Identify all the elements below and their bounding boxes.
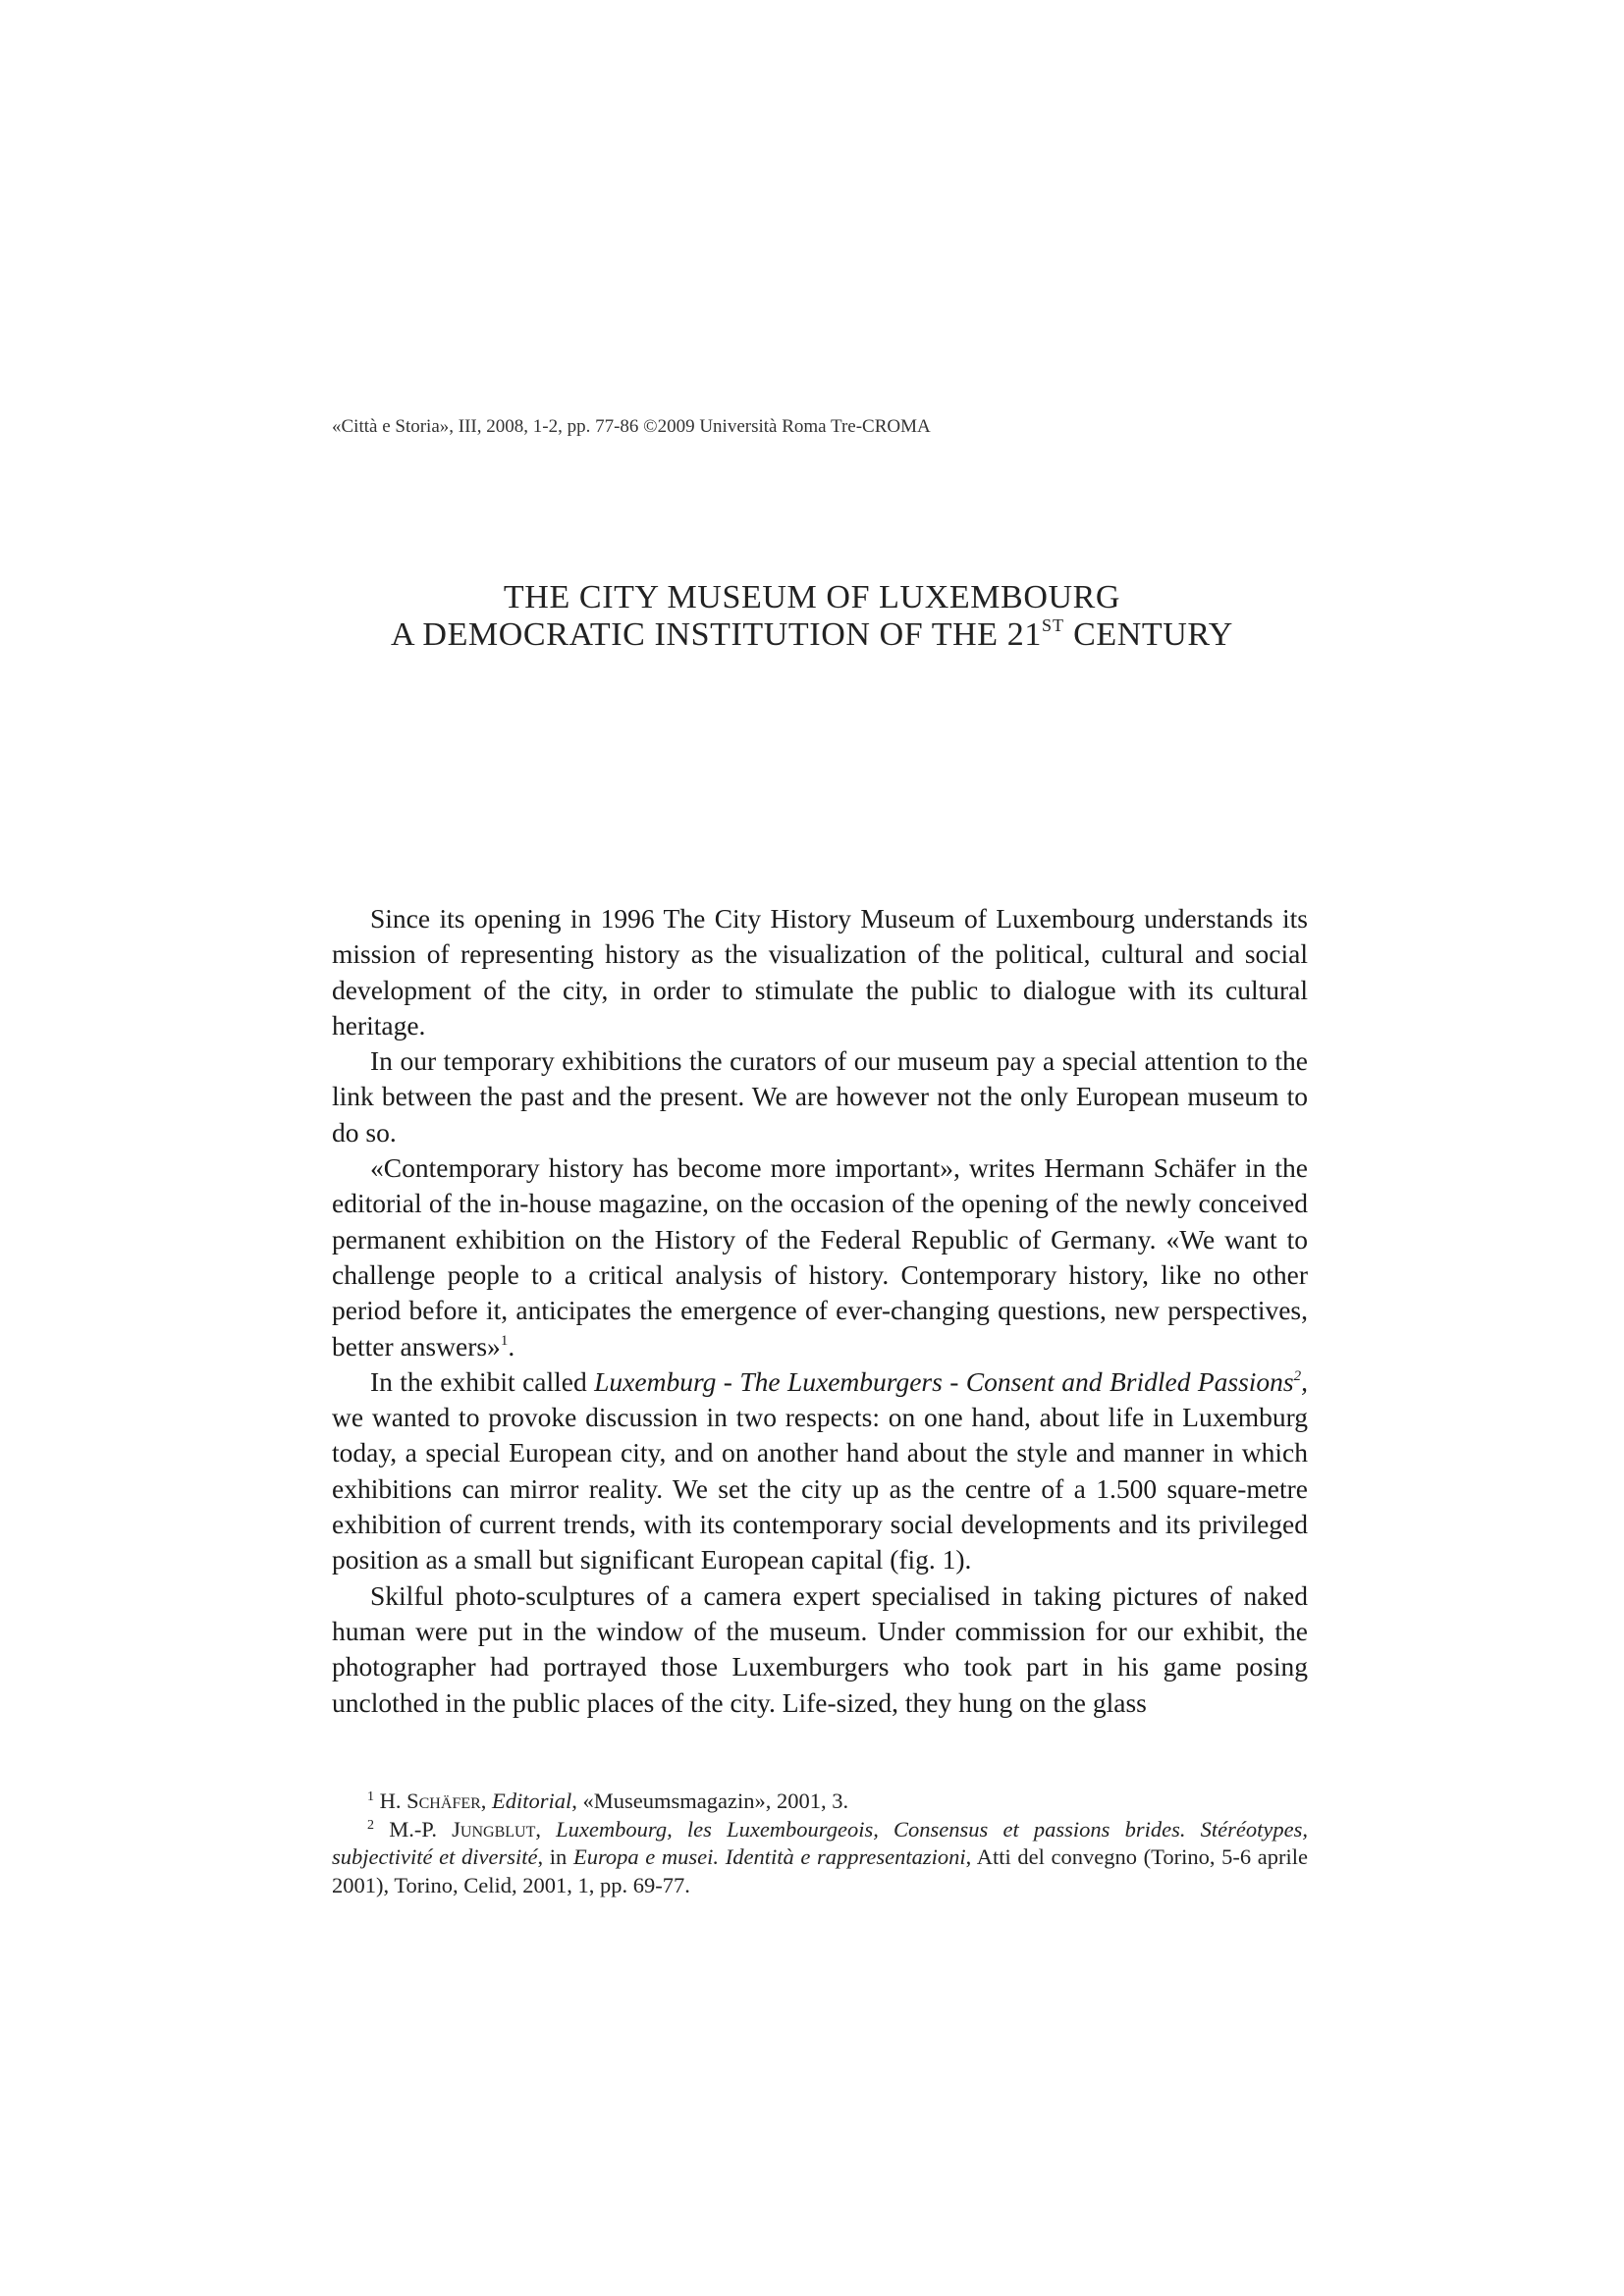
paragraph-2: In our temporary exhibitions the curators of our museum pay a special attention to the link between the past and the present. We are however not the only European museum to do so. [332, 1045, 1308, 1148]
article-title [216, 579, 1408, 654]
paragraph-4-comma: , [1301, 1365, 1309, 1397]
footnote-2-mid: , in [537, 1844, 573, 1869]
footnote-1-initial: H. [379, 1789, 407, 1813]
title-line-1: THE CITY MUSEUM OF LUXEMBOURG [503, 579, 1121, 615]
footnote-ref-1[interactable]: 1 [500, 1332, 509, 1349]
footnote-1-rest: , «Museumsmagazin», 2001, 3. [571, 1789, 849, 1813]
title-line-2 [216, 616, 1408, 654]
article-body [332, 901, 1308, 1721]
footnote-1 [332, 1788, 1308, 1816]
footnote-1-author: Schäfer [406, 1789, 481, 1813]
footnote-2-number: 2 [367, 1817, 374, 1833]
journal-citation-header: «Città e Storia», III, 2008, 1-2, pp. 77-86 ©2009 Università Roma Tre-CROMA [332, 416, 931, 437]
paragraph-4-lead: In the exhibit called [370, 1365, 595, 1397]
footnote-2-author: Jungblut [452, 1816, 536, 1842]
footnotes [332, 1788, 1308, 1899]
paragraph-3-text: «Contemporary history has become more important», writes Hermann Schäfer in the editorial of the in-house magazine, on the occasion of the opening of the newly conceived permanent exhibition on the History of the Federal Republic of Germany. «We want to challenge people to a critical analysis of history. Contemporary history, like no other period before it, anticipates the emergence of ever-changing questions, new perspectives, better answers» [332, 1152, 1308, 1362]
footnote-2 [332, 1816, 1308, 1900]
footnote-ref-2-num: 2 [1293, 1367, 1302, 1384]
paragraph-3 [332, 1150, 1308, 1364]
paragraph-3-end: . [508, 1330, 515, 1362]
footnote-2-rest: , Atti del convegno (Torino, 5-6 aprile 2001), Torino, Celid, 2001, 1, pp. 69-77. [332, 1844, 1308, 1897]
footnote-2-title: Luxembourg, les Luxembourgeois, Consensus et passions brides. Stéréotypes, subjectivité et diversité [332, 1816, 1309, 1869]
footnote-2-sep: , [535, 1816, 557, 1842]
exhibit-title: Luxemburg - The Luxemburgers - Consent and Bridled Passions [594, 1365, 1294, 1397]
title-ordinal-suffix: ST [1041, 615, 1064, 635]
paragraph-5: Skilful photo-sculptures of a camera expert specialised in taking pictures of naked human were put in the window of the museum. Under commission for our exhibit, the photographer had portrayed those Luxemburgers who took part in his game posing unclothed in the public places of the city. Life-sized, they hung on the glass [332, 1579, 1308, 1718]
footnote-1-title: Editorial [492, 1789, 572, 1813]
title-line-2-end: CENTURY [1063, 616, 1233, 653]
title-line-2-text: A DEMOCRATIC INSTITUTION OF THE 21 [391, 616, 1042, 653]
paragraph-4 [332, 1364, 1308, 1578]
paragraph-1: Since its opening in 1996 The City History Museum of Luxembourg understands its mission of representing history as the visualization of the political, cultural and social development of the city, in order to stimulate the public to dialogue with its cultural heritage. [332, 903, 1308, 1041]
footnote-2-initial: M.-P. [389, 1816, 453, 1842]
footnote-1-number: 1 [367, 1789, 374, 1804]
footnote-2-book: Europa e musei. Identità e rappresentazioni [572, 1844, 966, 1869]
footnote-1-sep: , [480, 1789, 493, 1813]
paragraph-4-text: we wanted to provoke discussion in two respects: on one hand, about life in Luxemburg today, a special European city, and on another hand about the style and manner in which exhibitions can mirror reality. We set the city up as the centre of a 1.500 square-metre exhibition of current trends, with its contemporary social developments and its privileged position as a small but significant European capital (fig. 1). [332, 1402, 1308, 1575]
